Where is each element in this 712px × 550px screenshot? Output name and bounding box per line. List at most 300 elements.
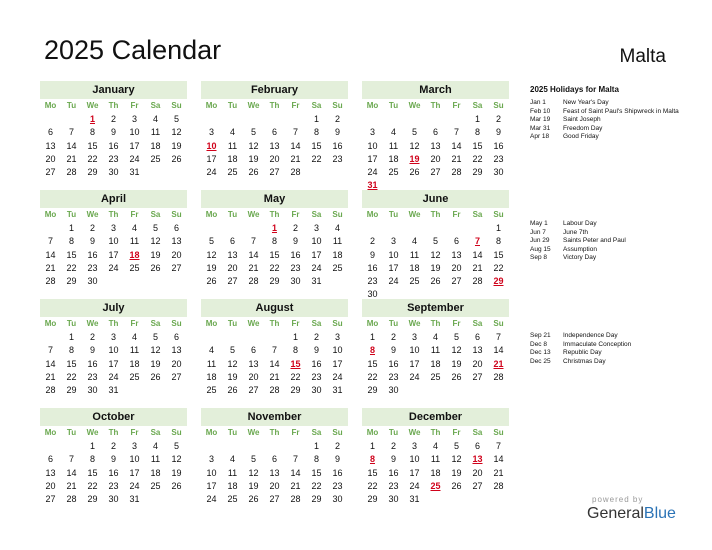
day-cell[interactable]: 27 bbox=[269, 167, 280, 178]
day-cell[interactable]: 26 bbox=[451, 480, 462, 491]
day-cell[interactable]: 17 bbox=[409, 467, 420, 478]
day-cell[interactable]: 12 bbox=[227, 358, 238, 369]
day-cell[interactable]: 6 bbox=[453, 236, 459, 247]
day-cell[interactable]: 27 bbox=[430, 167, 441, 178]
day-cell[interactable]: 5 bbox=[453, 332, 459, 342]
day-cell[interactable]: 8 bbox=[89, 127, 95, 138]
day-cell[interactable]: 22 bbox=[66, 371, 77, 382]
day-cell[interactable]: 1 bbox=[369, 332, 375, 342]
day-cell[interactable]: 4 bbox=[411, 236, 417, 247]
day-cell[interactable]: 30 bbox=[108, 494, 119, 505]
day-cell[interactable]: 18 bbox=[332, 249, 343, 260]
day-cell[interactable]: 14 bbox=[451, 140, 462, 151]
day-cell[interactable]: 29 bbox=[472, 167, 483, 178]
day-cell[interactable]: 29 bbox=[367, 494, 378, 505]
day-cell[interactable]: 2 bbox=[390, 332, 396, 342]
day-cell[interactable]: 26 bbox=[171, 153, 182, 164]
day-cell[interactable]: 6 bbox=[173, 332, 179, 342]
day-cell[interactable]: 24 bbox=[332, 371, 343, 382]
day-cell[interactable]: 6 bbox=[432, 127, 438, 138]
day-cell[interactable]: 19 bbox=[451, 358, 462, 369]
day-cell[interactable]: 30 bbox=[108, 167, 119, 178]
day-cell[interactable]: 17 bbox=[108, 358, 119, 369]
day-cell[interactable]: 7 bbox=[495, 441, 501, 451]
day-cell[interactable]: 24 bbox=[206, 494, 217, 505]
day-cell[interactable]: 17 bbox=[206, 153, 217, 164]
day-cell[interactable]: 17 bbox=[388, 262, 399, 273]
day-cell[interactable]: 30 bbox=[493, 167, 504, 178]
day-cell[interactable]: 16 bbox=[87, 249, 98, 260]
day-cell[interactable]: 30 bbox=[290, 276, 301, 287]
day-cell[interactable]: 28 bbox=[248, 276, 259, 287]
day-cell[interactable]: 6 bbox=[250, 345, 256, 356]
day-cell[interactable]: 9 bbox=[313, 345, 319, 356]
day-cell[interactable]: 16 bbox=[87, 358, 98, 369]
day-cell[interactable]: 7 bbox=[47, 236, 53, 247]
day-cell[interactable]: 12 bbox=[150, 236, 161, 247]
day-cell[interactable]: 15 bbox=[311, 140, 322, 151]
day-cell[interactable]: 21 bbox=[248, 262, 259, 273]
day-cell[interactable]: 15 bbox=[472, 140, 483, 151]
day-cell[interactable]: 20 bbox=[171, 358, 182, 369]
day-cell[interactable]: 30 bbox=[87, 276, 98, 287]
day-cell[interactable]: 4 bbox=[390, 127, 396, 138]
day-cell[interactable]: 30 bbox=[388, 494, 399, 505]
day-cell[interactable]: 3 bbox=[110, 332, 116, 342]
holiday-day-cell[interactable]: 21 bbox=[493, 358, 504, 369]
day-cell[interactable]: 12 bbox=[171, 454, 182, 465]
day-cell[interactable]: 1 bbox=[313, 114, 319, 124]
day-cell[interactable]: 4 bbox=[208, 345, 214, 356]
day-cell[interactable]: 23 bbox=[367, 276, 378, 287]
day-cell[interactable]: 10 bbox=[108, 345, 119, 356]
day-cell[interactable]: 1 bbox=[68, 332, 74, 342]
day-cell[interactable]: 23 bbox=[290, 262, 301, 273]
day-cell[interactable]: 22 bbox=[311, 480, 322, 491]
day-cell[interactable]: 13 bbox=[171, 345, 182, 356]
holiday-day-cell[interactable]: 31 bbox=[367, 180, 378, 191]
day-cell[interactable]: 27 bbox=[472, 371, 483, 382]
day-cell[interactable]: 2 bbox=[495, 114, 501, 124]
day-cell[interactable]: 4 bbox=[432, 332, 438, 342]
day-cell[interactable]: 21 bbox=[45, 371, 56, 382]
day-cell[interactable]: 6 bbox=[47, 127, 53, 138]
day-cell[interactable]: 25 bbox=[206, 385, 217, 396]
day-cell[interactable]: 5 bbox=[152, 332, 158, 342]
day-cell[interactable]: 29 bbox=[66, 276, 77, 287]
day-cell[interactable]: 16 bbox=[332, 467, 343, 478]
day-cell[interactable]: 11 bbox=[129, 345, 140, 356]
day-cell[interactable]: 1 bbox=[89, 441, 95, 451]
day-cell[interactable]: 14 bbox=[269, 358, 280, 369]
day-cell[interactable]: 18 bbox=[129, 358, 140, 369]
day-cell[interactable]: 9 bbox=[495, 127, 501, 138]
day-cell[interactable]: 3 bbox=[334, 332, 340, 342]
day-cell[interactable]: 11 bbox=[150, 454, 161, 465]
day-cell[interactable]: 12 bbox=[248, 140, 259, 151]
day-cell[interactable]: 23 bbox=[108, 153, 119, 164]
day-cell[interactable]: 31 bbox=[332, 385, 343, 396]
day-cell[interactable]: 28 bbox=[493, 371, 504, 382]
day-cell[interactable]: 26 bbox=[248, 167, 259, 178]
day-cell[interactable]: 23 bbox=[108, 480, 119, 491]
day-cell[interactable]: 12 bbox=[171, 127, 182, 138]
day-cell[interactable]: 18 bbox=[150, 467, 161, 478]
day-cell[interactable]: 15 bbox=[66, 249, 77, 260]
day-cell[interactable]: 28 bbox=[290, 167, 301, 178]
day-cell[interactable]: 27 bbox=[227, 276, 238, 287]
day-cell[interactable]: 4 bbox=[131, 332, 137, 342]
day-cell[interactable]: 28 bbox=[66, 167, 77, 178]
day-cell[interactable]: 28 bbox=[66, 494, 77, 505]
day-cell[interactable]: 28 bbox=[493, 480, 504, 491]
holiday-day-cell[interactable]: 15 bbox=[290, 358, 301, 369]
day-cell[interactable]: 17 bbox=[206, 480, 217, 491]
day-cell[interactable]: 15 bbox=[87, 467, 98, 478]
day-cell[interactable]: 26 bbox=[409, 167, 420, 178]
day-cell[interactable]: 20 bbox=[248, 371, 259, 382]
day-cell[interactable]: 12 bbox=[451, 454, 462, 465]
day-cell[interactable]: 6 bbox=[173, 223, 179, 233]
day-cell[interactable]: 19 bbox=[248, 480, 259, 491]
day-cell[interactable]: 20 bbox=[171, 249, 182, 260]
day-cell[interactable]: 26 bbox=[430, 276, 441, 287]
day-cell[interactable]: 11 bbox=[388, 140, 399, 151]
day-cell[interactable]: 2 bbox=[292, 223, 298, 233]
day-cell[interactable]: 21 bbox=[290, 480, 301, 491]
day-cell[interactable]: 7 bbox=[292, 454, 298, 465]
day-cell[interactable]: 7 bbox=[271, 345, 277, 356]
day-cell[interactable]: 12 bbox=[206, 249, 217, 260]
day-cell[interactable]: 14 bbox=[493, 345, 504, 356]
day-cell[interactable]: 31 bbox=[311, 276, 322, 287]
day-cell[interactable]: 20 bbox=[269, 153, 280, 164]
day-cell[interactable]: 31 bbox=[409, 494, 420, 505]
day-cell[interactable]: 28 bbox=[269, 385, 280, 396]
day-cell[interactable]: 14 bbox=[290, 467, 301, 478]
day-cell[interactable]: 15 bbox=[367, 467, 378, 478]
day-cell[interactable]: 9 bbox=[390, 345, 396, 356]
day-cell[interactable]: 12 bbox=[409, 140, 420, 151]
day-cell[interactable]: 6 bbox=[271, 454, 277, 465]
day-cell[interactable]: 16 bbox=[493, 140, 504, 151]
day-cell[interactable]: 26 bbox=[171, 480, 182, 491]
day-cell[interactable]: 25 bbox=[332, 262, 343, 273]
day-cell[interactable]: 19 bbox=[227, 371, 238, 382]
day-cell[interactable]: 5 bbox=[208, 236, 214, 247]
day-cell[interactable]: 2 bbox=[110, 114, 116, 124]
day-cell[interactable]: 23 bbox=[332, 153, 343, 164]
day-cell[interactable]: 11 bbox=[227, 140, 238, 151]
day-cell[interactable]: 5 bbox=[250, 127, 256, 138]
day-cell[interactable]: 20 bbox=[430, 153, 441, 164]
day-cell[interactable]: 30 bbox=[87, 385, 98, 396]
day-cell[interactable]: 9 bbox=[110, 127, 116, 138]
day-cell[interactable]: 18 bbox=[430, 467, 441, 478]
holiday-day-cell[interactable]: 7 bbox=[474, 236, 480, 247]
holiday-day-cell[interactable]: 19 bbox=[409, 153, 420, 164]
day-cell[interactable]: 5 bbox=[411, 127, 417, 138]
day-cell[interactable]: 7 bbox=[47, 345, 53, 356]
day-cell[interactable]: 22 bbox=[269, 262, 280, 273]
day-cell[interactable]: 18 bbox=[388, 153, 399, 164]
day-cell[interactable]: 25 bbox=[129, 371, 140, 382]
day-cell[interactable]: 4 bbox=[229, 127, 235, 138]
day-cell[interactable]: 3 bbox=[131, 114, 137, 124]
day-cell[interactable]: 21 bbox=[451, 153, 462, 164]
holiday-day-cell[interactable]: 13 bbox=[472, 454, 483, 465]
day-cell[interactable]: 28 bbox=[45, 276, 56, 287]
day-cell[interactable]: 22 bbox=[87, 480, 98, 491]
day-cell[interactable]: 20 bbox=[227, 262, 238, 273]
day-cell[interactable]: 11 bbox=[430, 454, 441, 465]
day-cell[interactable]: 22 bbox=[367, 371, 378, 382]
day-cell[interactable]: 10 bbox=[409, 454, 420, 465]
day-cell[interactable]: 7 bbox=[292, 127, 298, 138]
day-cell[interactable]: 27 bbox=[171, 371, 182, 382]
day-cell[interactable]: 8 bbox=[89, 454, 95, 465]
day-cell[interactable]: 5 bbox=[453, 441, 459, 451]
day-cell[interactable]: 10 bbox=[129, 127, 140, 138]
day-cell[interactable]: 30 bbox=[367, 289, 378, 300]
day-cell[interactable]: 4 bbox=[152, 441, 158, 451]
day-cell[interactable]: 8 bbox=[313, 127, 319, 138]
day-cell[interactable]: 10 bbox=[332, 345, 343, 356]
day-cell[interactable]: 29 bbox=[87, 494, 98, 505]
day-cell[interactable]: 21 bbox=[66, 480, 77, 491]
day-cell[interactable]: 13 bbox=[45, 467, 56, 478]
day-cell[interactable]: 26 bbox=[227, 385, 238, 396]
day-cell[interactable]: 24 bbox=[129, 480, 140, 491]
day-cell[interactable]: 12 bbox=[150, 345, 161, 356]
day-cell[interactable]: 11 bbox=[409, 249, 420, 260]
day-cell[interactable]: 12 bbox=[451, 345, 462, 356]
day-cell[interactable]: 7 bbox=[68, 127, 74, 138]
day-cell[interactable]: 27 bbox=[451, 276, 462, 287]
day-cell[interactable]: 18 bbox=[206, 371, 217, 382]
day-cell[interactable]: 24 bbox=[311, 262, 322, 273]
day-cell[interactable]: 6 bbox=[47, 454, 53, 465]
day-cell[interactable]: 3 bbox=[110, 223, 116, 233]
day-cell[interactable]: 20 bbox=[472, 467, 483, 478]
day-cell[interactable]: 27 bbox=[45, 167, 56, 178]
day-cell[interactable]: 14 bbox=[45, 249, 56, 260]
day-cell[interactable]: 9 bbox=[292, 236, 298, 247]
day-cell[interactable]: 25 bbox=[409, 276, 420, 287]
day-cell[interactable]: 5 bbox=[152, 223, 158, 233]
day-cell[interactable]: 3 bbox=[131, 441, 137, 451]
day-cell[interactable]: 4 bbox=[152, 114, 158, 124]
day-cell[interactable]: 19 bbox=[430, 262, 441, 273]
day-cell[interactable]: 7 bbox=[495, 332, 501, 342]
day-cell[interactable]: 24 bbox=[409, 371, 420, 382]
day-cell[interactable]: 11 bbox=[206, 358, 217, 369]
day-cell[interactable]: 30 bbox=[388, 385, 399, 396]
day-cell[interactable]: 3 bbox=[411, 441, 417, 451]
day-cell[interactable]: 24 bbox=[108, 262, 119, 273]
day-cell[interactable]: 19 bbox=[206, 262, 217, 273]
day-cell[interactable]: 22 bbox=[472, 153, 483, 164]
day-cell[interactable]: 18 bbox=[409, 262, 420, 273]
day-cell[interactable]: 21 bbox=[45, 262, 56, 273]
day-cell[interactable]: 13 bbox=[430, 140, 441, 151]
day-cell[interactable]: 4 bbox=[334, 223, 340, 233]
holiday-day-cell[interactable]: 1 bbox=[271, 223, 277, 233]
day-cell[interactable]: 16 bbox=[388, 358, 399, 369]
day-cell[interactable]: 6 bbox=[474, 441, 480, 451]
day-cell[interactable]: 18 bbox=[430, 358, 441, 369]
day-cell[interactable]: 23 bbox=[311, 371, 322, 382]
day-cell[interactable]: 24 bbox=[129, 153, 140, 164]
day-cell[interactable]: 9 bbox=[89, 236, 95, 247]
day-cell[interactable]: 31 bbox=[129, 167, 140, 178]
day-cell[interactable]: 17 bbox=[332, 358, 343, 369]
day-cell[interactable]: 20 bbox=[45, 480, 56, 491]
day-cell[interactable]: 9 bbox=[334, 127, 340, 138]
day-cell[interactable]: 25 bbox=[430, 371, 441, 382]
day-cell[interactable]: 29 bbox=[290, 385, 301, 396]
day-cell[interactable]: 9 bbox=[390, 454, 396, 465]
day-cell[interactable]: 21 bbox=[290, 153, 301, 164]
day-cell[interactable]: 8 bbox=[313, 454, 319, 465]
day-cell[interactable]: 4 bbox=[131, 223, 137, 233]
day-cell[interactable]: 13 bbox=[171, 236, 182, 247]
day-cell[interactable]: 14 bbox=[248, 249, 259, 260]
day-cell[interactable]: 26 bbox=[206, 276, 217, 287]
day-cell[interactable]: 2 bbox=[369, 236, 375, 247]
day-cell[interactable]: 19 bbox=[171, 140, 182, 151]
day-cell[interactable]: 31 bbox=[108, 385, 119, 396]
day-cell[interactable]: 9 bbox=[334, 454, 340, 465]
day-cell[interactable]: 15 bbox=[367, 358, 378, 369]
day-cell[interactable]: 14 bbox=[493, 454, 504, 465]
day-cell[interactable]: 29 bbox=[311, 494, 322, 505]
day-cell[interactable]: 25 bbox=[150, 153, 161, 164]
day-cell[interactable]: 10 bbox=[367, 140, 378, 151]
day-cell[interactable]: 16 bbox=[388, 467, 399, 478]
day-cell[interactable]: 24 bbox=[367, 167, 378, 178]
day-cell[interactable]: 21 bbox=[493, 467, 504, 478]
day-cell[interactable]: 23 bbox=[388, 371, 399, 382]
day-cell[interactable]: 11 bbox=[430, 345, 441, 356]
day-cell[interactable]: 15 bbox=[269, 249, 280, 260]
day-cell[interactable]: 8 bbox=[292, 345, 298, 356]
day-cell[interactable]: 15 bbox=[311, 467, 322, 478]
day-cell[interactable]: 25 bbox=[227, 494, 238, 505]
day-cell[interactable]: 21 bbox=[66, 153, 77, 164]
day-cell[interactable]: 24 bbox=[206, 167, 217, 178]
day-cell[interactable]: 1 bbox=[68, 223, 74, 233]
day-cell[interactable]: 3 bbox=[313, 223, 319, 233]
day-cell[interactable]: 19 bbox=[171, 467, 182, 478]
day-cell[interactable]: 1 bbox=[292, 332, 298, 342]
day-cell[interactable]: 12 bbox=[248, 467, 259, 478]
day-cell[interactable]: 20 bbox=[269, 480, 280, 491]
day-cell[interactable]: 18 bbox=[227, 153, 238, 164]
day-cell[interactable]: 10 bbox=[311, 236, 322, 247]
day-cell[interactable]: 5 bbox=[432, 236, 438, 247]
day-cell[interactable]: 1 bbox=[495, 223, 501, 233]
day-cell[interactable]: 19 bbox=[150, 249, 161, 260]
day-cell[interactable]: 23 bbox=[332, 480, 343, 491]
day-cell[interactable]: 6 bbox=[229, 236, 235, 247]
day-cell[interactable]: 15 bbox=[66, 358, 77, 369]
day-cell[interactable]: 25 bbox=[227, 167, 238, 178]
generalblue-logo[interactable] bbox=[587, 505, 676, 523]
day-cell[interactable]: 24 bbox=[108, 371, 119, 382]
day-cell[interactable]: 9 bbox=[89, 345, 95, 356]
day-cell[interactable]: 20 bbox=[45, 153, 56, 164]
day-cell[interactable]: 2 bbox=[334, 114, 340, 124]
day-cell[interactable]: 30 bbox=[332, 494, 343, 505]
day-cell[interactable]: 19 bbox=[451, 467, 462, 478]
day-cell[interactable]: 27 bbox=[472, 480, 483, 491]
day-cell[interactable]: 25 bbox=[150, 480, 161, 491]
day-cell[interactable]: 17 bbox=[409, 358, 420, 369]
day-cell[interactable]: 31 bbox=[129, 494, 140, 505]
day-cell[interactable]: 26 bbox=[150, 371, 161, 382]
day-cell[interactable]: 14 bbox=[472, 249, 483, 260]
day-cell[interactable]: 1 bbox=[313, 441, 319, 451]
day-cell[interactable]: 27 bbox=[45, 494, 56, 505]
day-cell[interactable]: 4 bbox=[229, 454, 235, 465]
day-cell[interactable]: 29 bbox=[367, 385, 378, 396]
day-cell[interactable]: 22 bbox=[87, 153, 98, 164]
day-cell[interactable]: 17 bbox=[311, 249, 322, 260]
day-cell[interactable]: 9 bbox=[369, 249, 375, 260]
day-cell[interactable]: 11 bbox=[227, 467, 238, 478]
day-cell[interactable]: 5 bbox=[229, 345, 235, 356]
day-cell[interactable]: 24 bbox=[409, 480, 420, 491]
day-cell[interactable]: 12 bbox=[430, 249, 441, 260]
day-cell[interactable]: 3 bbox=[390, 236, 396, 247]
day-cell[interactable]: 1 bbox=[474, 114, 480, 124]
day-cell[interactable]: 16 bbox=[332, 140, 343, 151]
day-cell[interactable]: 14 bbox=[45, 358, 56, 369]
day-cell[interactable]: 17 bbox=[367, 153, 378, 164]
day-cell[interactable]: 21 bbox=[472, 262, 483, 273]
day-cell[interactable]: 8 bbox=[68, 236, 74, 247]
holiday-day-cell[interactable]: 1 bbox=[89, 114, 95, 124]
day-cell[interactable]: 11 bbox=[129, 236, 140, 247]
day-cell[interactable]: 10 bbox=[206, 467, 217, 478]
day-cell[interactable]: 27 bbox=[248, 385, 259, 396]
day-cell[interactable]: 14 bbox=[66, 467, 77, 478]
day-cell[interactable]: 2 bbox=[390, 441, 396, 451]
day-cell[interactable]: 21 bbox=[269, 371, 280, 382]
day-cell[interactable]: 3 bbox=[208, 454, 214, 465]
day-cell[interactable]: 20 bbox=[472, 358, 483, 369]
day-cell[interactable]: 3 bbox=[411, 332, 417, 342]
day-cell[interactable]: 16 bbox=[311, 358, 322, 369]
day-cell[interactable]: 13 bbox=[227, 249, 238, 260]
day-cell[interactable]: 23 bbox=[87, 371, 98, 382]
day-cell[interactable]: 26 bbox=[248, 494, 259, 505]
day-cell[interactable]: 13 bbox=[248, 358, 259, 369]
day-cell[interactable]: 17 bbox=[108, 249, 119, 260]
day-cell[interactable]: 14 bbox=[290, 140, 301, 151]
day-cell[interactable]: 24 bbox=[388, 276, 399, 287]
day-cell[interactable]: 28 bbox=[290, 494, 301, 505]
day-cell[interactable]: 28 bbox=[472, 276, 483, 287]
day-cell[interactable]: 22 bbox=[493, 262, 504, 273]
day-cell[interactable]: 22 bbox=[66, 262, 77, 273]
day-cell[interactable]: 28 bbox=[45, 385, 56, 396]
day-cell[interactable]: 7 bbox=[453, 127, 459, 138]
day-cell[interactable]: 5 bbox=[173, 114, 179, 124]
day-cell[interactable]: 16 bbox=[367, 262, 378, 273]
day-cell[interactable]: 8 bbox=[68, 345, 74, 356]
